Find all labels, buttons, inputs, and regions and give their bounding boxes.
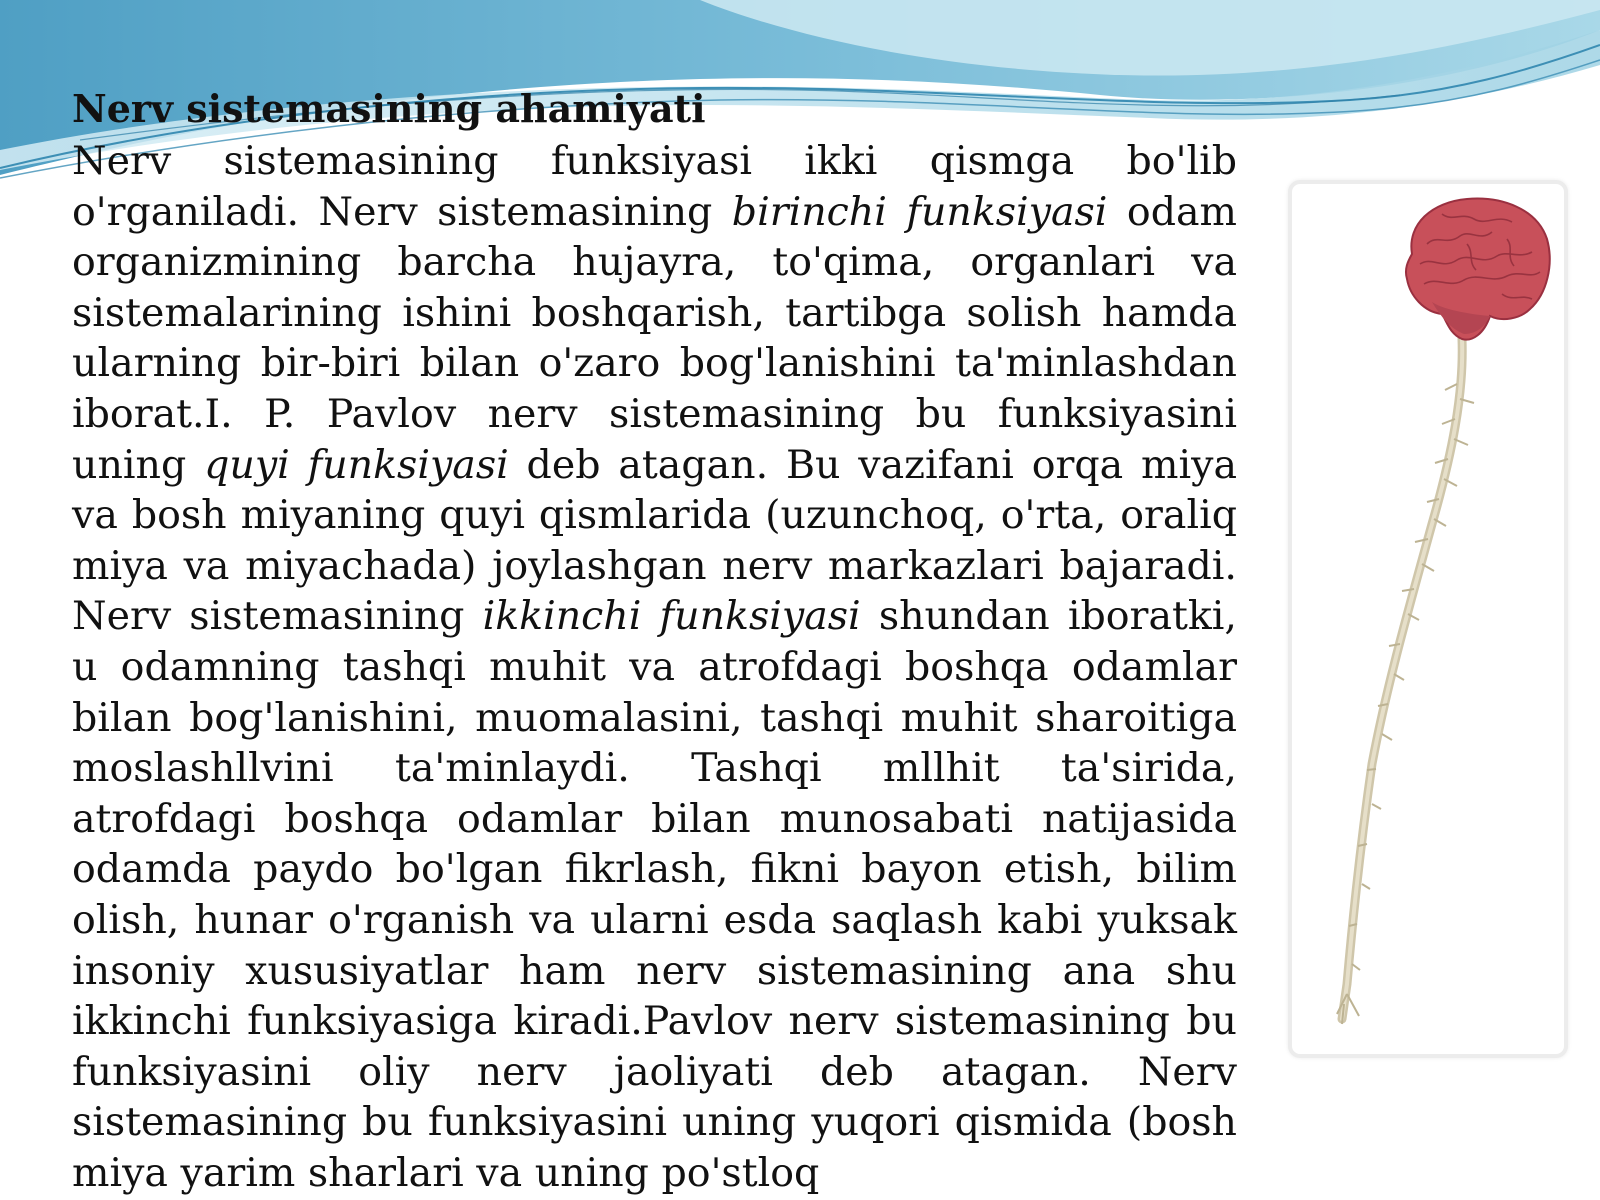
text-run: deb atagan. Bu vazifani orqa miya va bosh miyaning quyi qismlarida (uzunchoq, o'rta, oraliq miya va miyachada) joylashgan nerv markazlari bajaradi. Nerv sistemasining	[72, 441, 1237, 640]
body-paragraph	[72, 136, 1237, 1198]
text-run: Nerv sistemasining funksiyasi ikki qismga bo'lib o'rganiladi. Nerv sistemasining	[72, 138, 1237, 235]
italic-term: birinchi funksiyasi	[731, 188, 1108, 235]
italic-term: quyi funksiyasi	[204, 441, 509, 488]
italic-term: ikkinchi funksiyasi	[482, 593, 861, 640]
brain-icon	[1406, 199, 1550, 340]
brain-spinal-cord-illustration	[1292, 184, 1564, 1054]
slide-title: Nerv sistemasining ahamiyati	[72, 86, 706, 131]
text-run: shundan iboratki, u odamning tashqi muhit va atrofdagi boshqa odamlar bilan bog'lanishini, muomalasini, tashqi muhit sharoitiga moslashllvini ta'minlaydi. Tashqi mllhit ta'sirida, atrofdagi boshqa odamlar bilan munosabati natijasida odamda paydo bo'lgan fikrlash, fikni bayon etish, bilim olish, hunar o'rganish va ularni esda saqlash kabi yuksak insoniy xususiyatlar ham nerv sistemasining ana shu ikkinchi funksiyasiga kiradi.Pavlov nerv sistemasining bu funksiyasini oliy nerv jaoliyati deb atagan. Nerv sistemasining bu funksiyasini uning yuqori qismida (bosh miya yarim sharlari va uning po'stloq	[72, 593, 1237, 1196]
text-run: odam organizmining barcha hujayra, to'qima, organlari va sistemalarining ishini boshqarish, tartibga solish hamda ularning bir-biri bilan o'zaro bog'lanishini ta'minlashdan iborat.I. P. Pavlov nerv sistemasining bu funksiyasini uning	[72, 188, 1237, 488]
illustration-frame	[1288, 180, 1568, 1058]
